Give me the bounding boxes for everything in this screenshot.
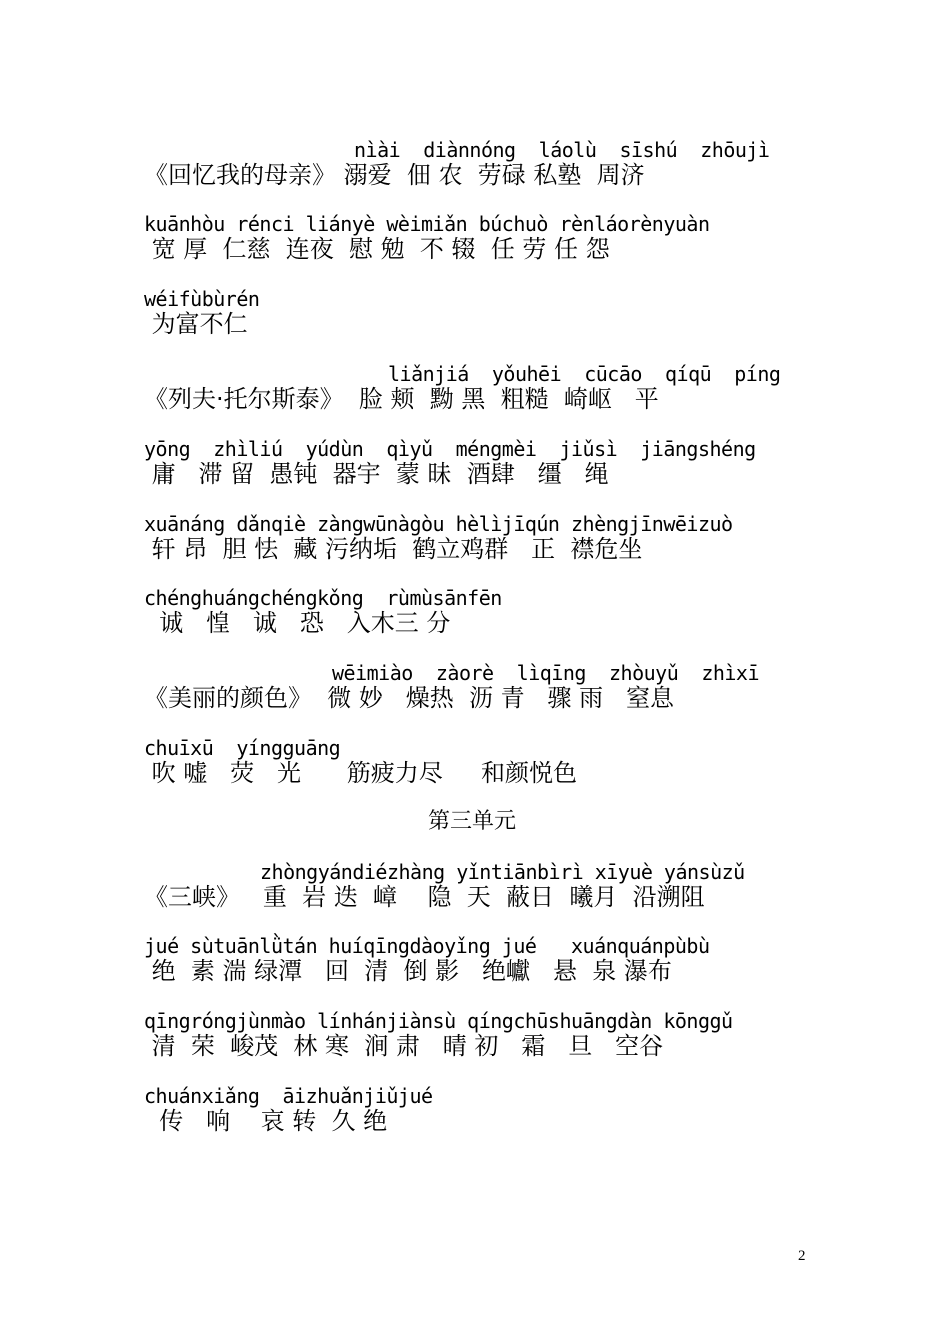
pinyin-line: qīngróngjùnmào línhánjiànsù qíngchūshuāngdàn kōnggǔ: [144, 1009, 733, 1033]
hanzi-line: 为富不仁: [144, 310, 248, 338]
hanzi-line: 轩 昂 胆 怯 藏 污纳垢 鹤立鸡群 正 襟危坐: [144, 535, 643, 563]
pinyin-line: wēimiào zàorè lìqīng zhòuyǔ zhìxī: [332, 661, 760, 685]
pinyin-line: liǎnjiá yǒuhēi cūcāo qíqū píng: [388, 362, 781, 386]
pinyin-line: zhòngyándiézhàng yǐntiānbìrì xīyuè yánsùzǔ: [260, 860, 745, 884]
pinyin-line: wéifùbùrén: [144, 287, 260, 311]
hanzi-line: 《三峡》 重 岩 迭 嶂 隐 天 蔽日 曦月 沿溯阻: [144, 883, 705, 911]
hanzi-line: 诚 惶 诚 恐 入木三 分: [144, 609, 451, 637]
pinyin-line: yōng zhìliú yúdùn qìyǔ méngmèi jiǔsì jiāngshéng: [144, 437, 756, 461]
page-number: 2: [798, 1248, 806, 1264]
section-heading: 第三单元: [428, 809, 517, 834]
pinyin-line: xuānáng dǎnqiè zàngwūnàgòu hèlìjīqún zhèngjīnwēizuò: [144, 512, 733, 536]
hanzi-line: 《美丽的颜色》 微 妙 燥热 沥 青 骤 雨 窒息: [144, 684, 675, 712]
hanzi-line: 《列夫·托尔斯泰》 脸 颊 黝 黑 粗糙 崎岖 平: [144, 385, 659, 413]
hanzi-line: 传 响 哀 转 久 绝: [144, 1107, 388, 1135]
pinyin-line: chuánxiǎng āizhuǎnjiǔjué: [144, 1084, 433, 1108]
hanzi-line: 宽 厚 仁慈 连夜 慰 勉 不 辍 任 劳 任 怨: [144, 235, 610, 263]
hanzi-line: 清 荣 峻茂 林 寒 涧 肃 晴 初 霜 旦 空谷: [144, 1032, 664, 1060]
pinyin-line: kuānhòu rénci liányè wèimiǎn búchuò rènláorènyuàn: [144, 212, 710, 236]
hanzi-line: 庸 滞 留 愚钝 器宇 蒙 昧 酒肆 缰 绳: [144, 460, 609, 488]
hanzi-line: 吹 嘘 荧 光 筋疲力尽 和颜悦色: [144, 759, 577, 787]
pinyin-line: chuīxū yíngguāng: [144, 736, 341, 760]
hanzi-line: 绝 素 湍 绿潭 回 清 倒 影 绝巘 悬 泉 瀑布: [144, 957, 672, 985]
pinyin-line: chénghuángchéngkǒng rùmùsānfēn: [144, 586, 502, 610]
hanzi-line: 《回忆我的母亲》 溺爱 佃 农 劳碌 私塾 周济: [144, 161, 645, 189]
pinyin-line: jué sùtuānlǜtán huíqīngdàoyǐng jué xuánquánpùbù: [144, 934, 710, 958]
pinyin-line: nìài diànnóng láolù sīshú zhōujì: [354, 138, 770, 162]
